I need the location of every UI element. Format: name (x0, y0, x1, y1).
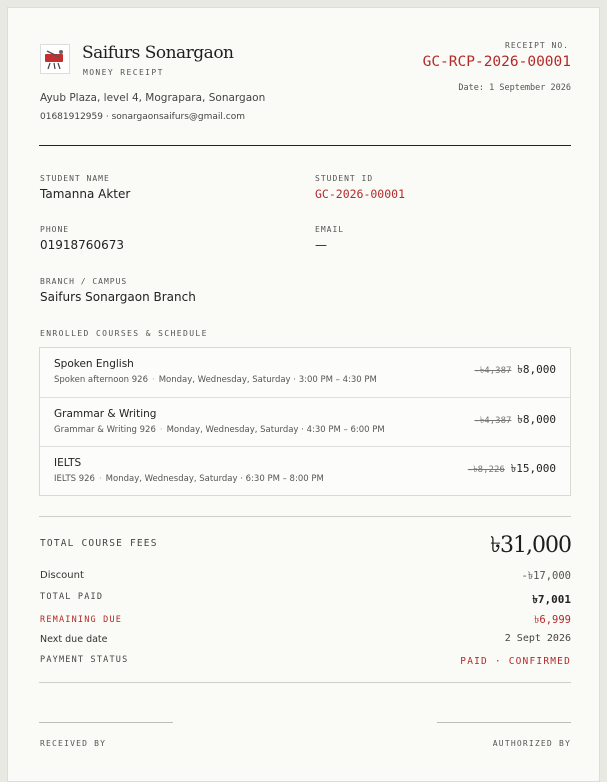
course-fee: ৳15,000 (510, 462, 556, 475)
course-time: Monday, Wednesday, Saturday · 4:30 PM – 6:00 PM (166, 425, 385, 435)
authorized-signature-line (437, 722, 571, 723)
course-schedule: Grammar & Writing 926 · Monday, Wednesday, Saturday · 4:30 PM – 6:00 PM (54, 425, 385, 435)
course-batch: Grammar & Writing 926 (54, 425, 156, 435)
course-name: Grammar & Writing (54, 408, 157, 420)
branch-value: Saifurs Sonargaon Branch (40, 290, 196, 304)
courses-section-label: ENROLLED COURSES & SCHEDULE (40, 329, 208, 338)
receipt-no-label: RECEIPT NO. (505, 41, 569, 50)
org-name: Saifurs Sonargaon (82, 43, 234, 63)
logo (40, 44, 70, 74)
course-price (468, 457, 556, 479)
remaining-due-value: ৳6,999 (534, 614, 571, 626)
total-paid-value: ৳7,001 (532, 593, 571, 606)
course-discount: -৳4,387 (474, 416, 512, 426)
next-due-label: Next due date (40, 634, 108, 645)
course-name: Spoken English (54, 358, 134, 370)
student-name: Tamanna Akter (40, 187, 131, 201)
received-signature-line (39, 722, 173, 723)
course-row (40, 446, 570, 495)
course-row (40, 348, 570, 397)
course-time: Monday, Wednesday, Saturday · 6:30 PM – 8:00 PM (105, 474, 324, 484)
branch-label: BRANCH / CAMPUS (40, 277, 128, 286)
course-fee: ৳8,000 (517, 413, 556, 426)
doc-type: MONEY RECEIPT (83, 68, 164, 77)
total-fees-value: ৳31,000 (490, 533, 571, 558)
course-time: Monday, Wednesday, Saturday · 3:00 PM – 4:30 PM (158, 375, 377, 385)
discount-label: Discount (40, 570, 84, 581)
course-name: IELTS (54, 457, 82, 469)
course-discount: -৳4,387 (474, 366, 512, 376)
student-id: GC-2026-00001 (315, 187, 406, 201)
org-address: Ayub Plaza, level 4, Mograpara, Sonargaon (40, 92, 266, 104)
remaining-due-label: REMAINING DUE (40, 615, 123, 625)
discount-value: -৳17,000 (521, 570, 571, 582)
payment-status-label: PAYMENT STATUS (40, 655, 129, 665)
course-price (474, 358, 556, 380)
totals-divider (39, 516, 571, 517)
course-schedule: Spoken afternoon 926 · Monday, Wednesday, Saturday · 3:00 PM – 4:30 PM (54, 375, 377, 385)
course-batch: Spoken afternoon 926 (54, 375, 148, 385)
receipt-number: GC-RCP-2026-00001 (422, 54, 571, 70)
next-due-value: 2 Sept 2026 (504, 633, 571, 644)
email-value: — (315, 238, 327, 252)
payment-status-value: PAID · CONFIRMED (460, 656, 571, 667)
student-name-label: STUDENT NAME (40, 174, 110, 183)
phone-value: 01918760673 (40, 238, 124, 252)
phone-label: PHONE (40, 225, 70, 234)
course-fee: ৳8,000 (517, 363, 556, 376)
email-label: EMAIL (315, 225, 345, 234)
course-row (40, 397, 570, 446)
total-paid-label: TOTAL PAID (40, 592, 104, 602)
course-schedule: IELTS 926 · Monday, Wednesday, Saturday · 6:30 PM – 8:00 PM (54, 474, 324, 484)
logo-emblem-icon (41, 45, 69, 73)
receipt-date: Date: 1 September 2026 (458, 83, 571, 93)
signature-divider (39, 682, 571, 683)
authorized-by-label: AUTHORIZED BY (492, 739, 571, 748)
header-divider (39, 145, 571, 146)
course-batch: IELTS 926 (54, 474, 95, 484)
course-discount: -৳8,226 (467, 465, 505, 475)
total-fees-label: TOTAL COURSE FEES (40, 538, 158, 549)
course-list (39, 347, 571, 496)
org-contact: 01681912959 · sonargaonsaifurs@gmail.com (40, 112, 246, 122)
student-id-label: STUDENT ID (315, 174, 374, 183)
received-by-label: RECEIVED BY (40, 739, 107, 748)
course-price (474, 408, 556, 430)
